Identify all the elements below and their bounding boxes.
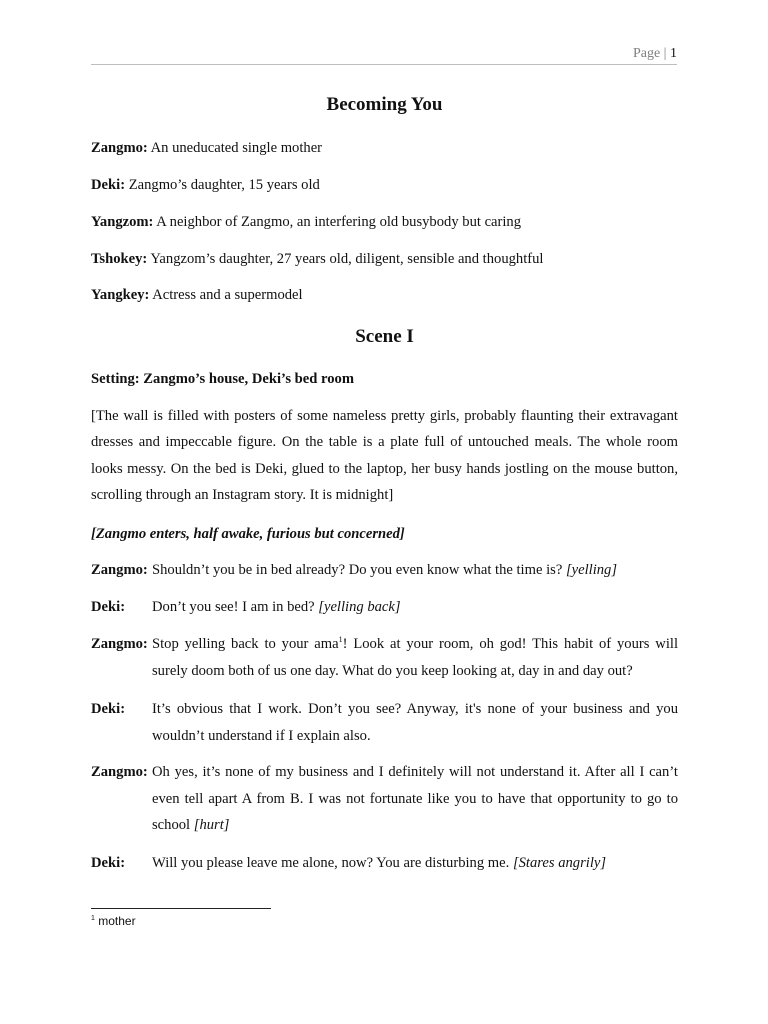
- cast-desc: Yangzom’s daughter, 27 years old, diligent, sensible and thoughtful: [147, 251, 544, 267]
- stage-cue: [yelling]: [565, 562, 618, 578]
- speech: ! Look at your room, oh god! This habit of yours will surely doom both of us one day. What do you keep looking at, day in and day out?: [152, 636, 679, 679]
- dialogue-line: [91, 594, 678, 621]
- speech-text: [152, 594, 678, 621]
- page-header: [91, 44, 677, 65]
- cast-entry-yangzom: [91, 214, 521, 231]
- cast-desc: Actress and a supermodel: [149, 287, 303, 303]
- cast-desc: A neighbor of Zangmo, an interfering old busybody but caring: [153, 214, 522, 230]
- speaker-name: Zangmo:: [91, 764, 148, 780]
- footnote-ref[interactable]: 1: [338, 635, 343, 645]
- stage-cue: [yelling back]: [318, 599, 401, 615]
- speech-text: [152, 696, 678, 749]
- cast-entry-tshokey: [91, 251, 543, 268]
- speech-text: [152, 759, 678, 839]
- cast-name: Zangmo:: [91, 140, 148, 156]
- footnote-separator: [91, 908, 271, 909]
- cast-name: Tshokey:: [91, 251, 148, 267]
- speaker-name: Deki:: [91, 599, 126, 615]
- speech-text: [152, 850, 678, 877]
- speaker-name: Zangmo:: [91, 636, 148, 652]
- speech: It’s obvious that I work. Don’t you see? Anyway, it's none of your business and you wouldn’t understand if I explain also.: [152, 701, 678, 744]
- cast-name: Yangkey:: [91, 287, 150, 303]
- cast-name: Yangzom:: [91, 214, 154, 230]
- footnote-number: 1: [91, 915, 95, 922]
- dialogue-line: [91, 850, 678, 877]
- speech-text: [152, 631, 678, 684]
- cast-entry-zangmo: [91, 140, 322, 157]
- page-number: 1: [670, 46, 677, 61]
- cast-entry-deki: [91, 177, 320, 194]
- play-title: Becoming You: [326, 94, 443, 115]
- cast-desc: Zangmo’s daughter, 15 years old: [125, 177, 320, 193]
- footnote-text: mother: [94, 914, 136, 928]
- page-label: Page |: [632, 46, 670, 61]
- speaker-name: Deki:: [91, 701, 126, 717]
- cast-entry-yangkey: [91, 287, 303, 304]
- speaker-name: Zangmo:: [91, 562, 148, 578]
- speech: Don’t you see! I am in bed?: [152, 599, 319, 615]
- scene-heading: Scene I: [355, 326, 414, 347]
- speech-text: [152, 557, 678, 584]
- dialogue-line: [91, 557, 678, 584]
- entrance-direction: [Zangmo enters, half awake, furious but concerned]: [91, 526, 405, 542]
- stage-cue: [hurt]: [193, 817, 230, 834]
- speech: Will you please leave me alone, now? You are disturbing me.: [152, 855, 513, 871]
- speaker-name: Deki:: [91, 855, 126, 871]
- dialogue-line: [91, 631, 678, 684]
- scene-setting: Setting: Zangmo’s house, Deki’s bed room: [91, 371, 354, 387]
- stage-direction: [The wall is filled with posters of some nameless pretty girls, probably flaunting their extravagant dresses and impeccable figure. On the table is a plate full of untouched meals. The whole room looks messy. On the bed is Deki, glued to the laptop, her busy hands jostling on the mouse button, scrolling through an Instagram story. It is midnight]: [91, 408, 678, 504]
- speech: Oh yes, it’s none of my business and I definitely will not understand it. After all I can’t even tell apart A from B. I was not fortunate like you to have that opportunity to go to school: [152, 764, 678, 834]
- stage-cue: [Stares angrily]: [512, 855, 607, 871]
- cast-name: Deki:: [91, 177, 126, 193]
- speech: Stop yelling back to your ama: [152, 636, 339, 652]
- speech: Shouldn’t you be in bed already? Do you even know what the time is?: [152, 562, 566, 578]
- dialogue-line: [91, 696, 678, 749]
- dialogue-line: [91, 759, 678, 839]
- footnote: [91, 914, 136, 928]
- cast-desc: An uneducated single mother: [147, 140, 323, 156]
